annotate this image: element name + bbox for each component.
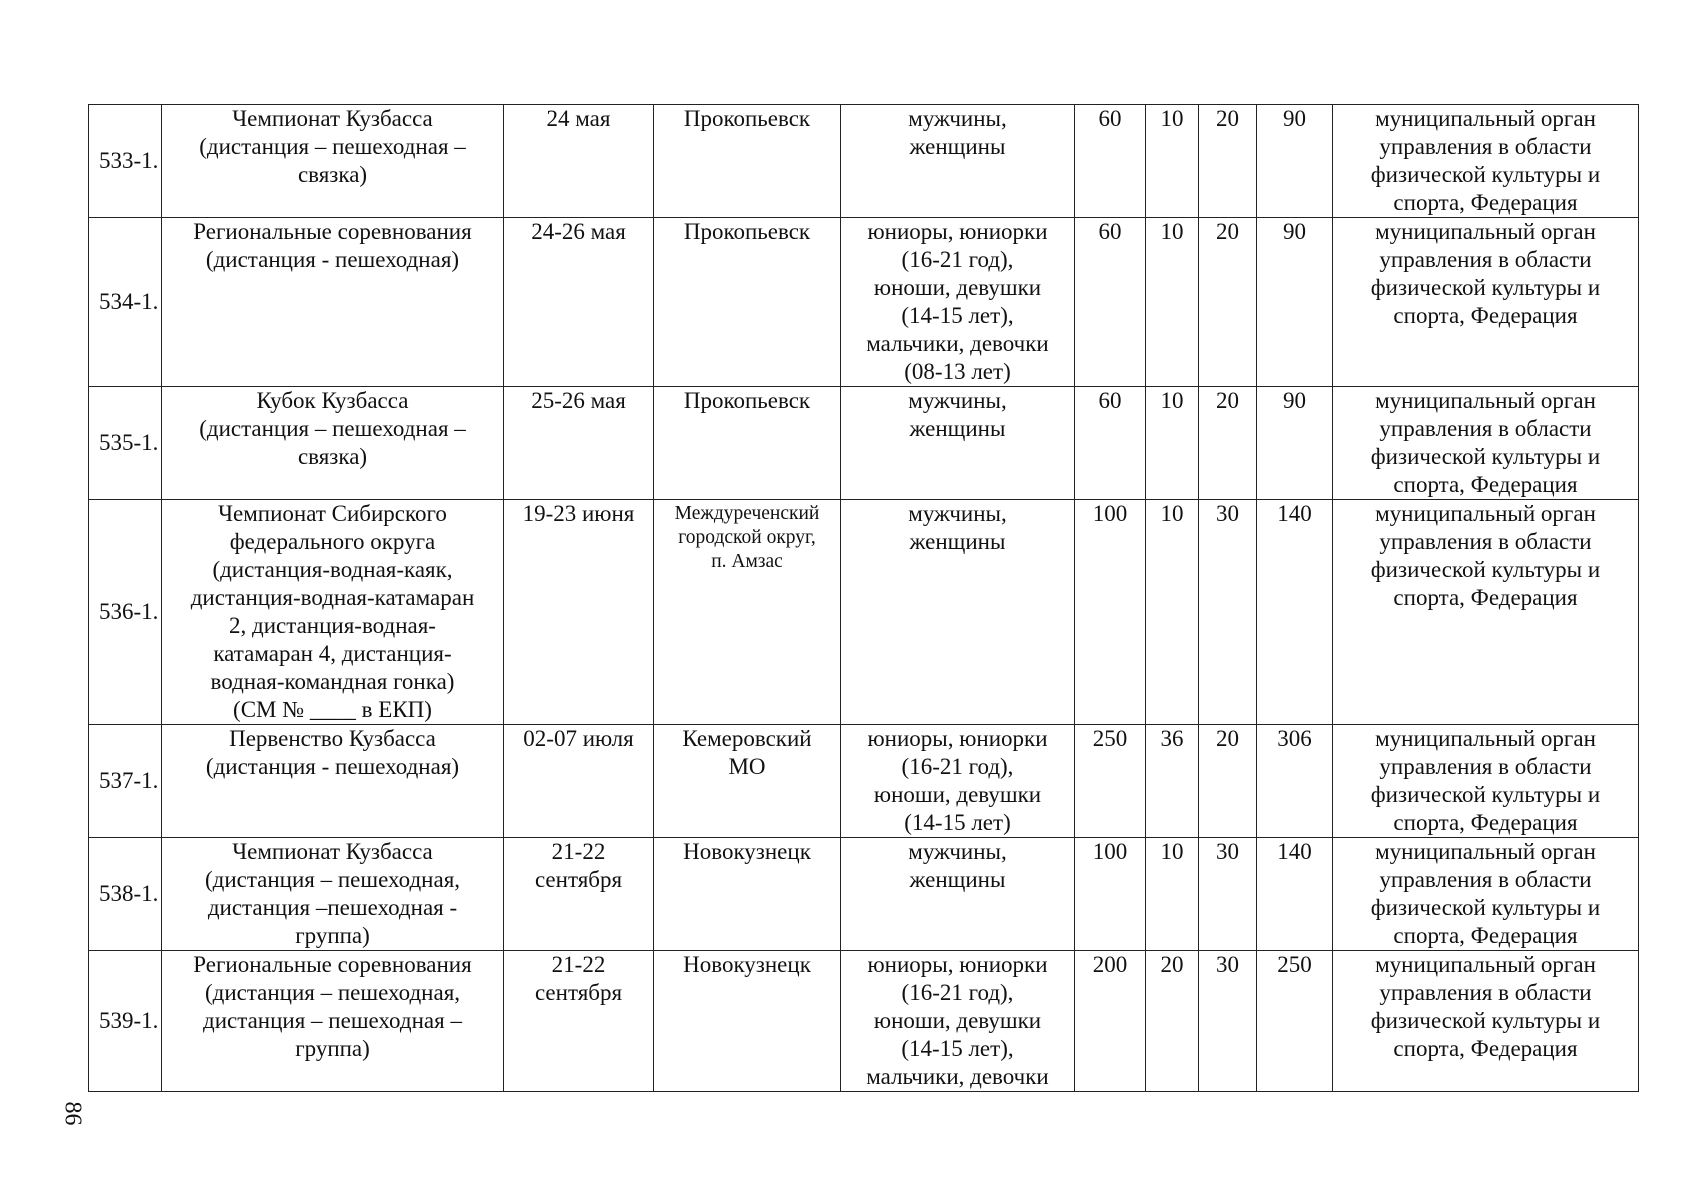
table-row	[89, 500, 1639, 725]
event-name: Кубок Кузбасса (дистанция – пешеходная – связка)	[162, 387, 504, 500]
table-row	[89, 725, 1639, 838]
event-name: Чемпионат Кузбасса (дистанция – пешеходная – связка)	[162, 105, 504, 218]
events-table	[88, 104, 1639, 1092]
row-number: 539-1.	[89, 951, 162, 1092]
count-cell: 20	[1199, 725, 1257, 838]
count-cell: 36	[1146, 725, 1199, 838]
total-cell: 140	[1257, 500, 1333, 725]
event-name: Региональные соревнования (дистанция - пешеходная)	[162, 218, 504, 387]
total-cell: 306	[1257, 725, 1333, 838]
count-cell: 250	[1075, 725, 1146, 838]
count-cell: 20	[1199, 218, 1257, 387]
count-cell: 100	[1075, 500, 1146, 725]
participant-groups: юниоры, юниорки (16-21 год), юноши, девушки (14-15 лет), мальчики, девочки	[841, 951, 1075, 1092]
count-cell: 10	[1146, 838, 1199, 951]
row-number: 535-1.	[89, 387, 162, 500]
participant-groups: мужчины, женщины	[841, 105, 1075, 218]
event-name: Региональные соревнования (дистанция – пешеходная, дистанция – пешеходная – группа)	[162, 951, 504, 1092]
participant-groups: мужчины, женщины	[841, 387, 1075, 500]
event-date: 24 мая	[504, 105, 654, 218]
row-number: 536-1.	[89, 500, 162, 725]
count-cell: 20	[1199, 387, 1257, 500]
total-cell: 90	[1257, 105, 1333, 218]
participant-groups: юниоры, юниорки (16-21 год), юноши, девушки (14-15 лет)	[841, 725, 1075, 838]
total-cell: 140	[1257, 838, 1333, 951]
event-place: Прокопьевск	[654, 218, 841, 387]
participant-groups: мужчины, женщины	[841, 500, 1075, 725]
count-cell: 10	[1146, 500, 1199, 725]
organizer: муниципальный орган управления в области физической культуры и спорта, Федерация	[1333, 951, 1639, 1092]
table-row	[89, 951, 1639, 1092]
event-date: 21-22 сентября	[504, 838, 654, 951]
event-name: Чемпионат Кузбасса (дистанция – пешеходная, дистанция –пешеходная - группа)	[162, 838, 504, 951]
row-number: 537-1.	[89, 725, 162, 838]
organizer: муниципальный орган управления в области физической культуры и спорта, Федерация	[1333, 500, 1639, 725]
count-cell: 100	[1075, 838, 1146, 951]
organizer: муниципальный орган управления в области физической культуры и спорта, Федерация	[1333, 725, 1639, 838]
row-number: 533-1.	[89, 105, 162, 218]
table-row	[89, 218, 1639, 387]
event-date: 25-26 мая	[504, 387, 654, 500]
count-cell: 30	[1199, 838, 1257, 951]
organizer: муниципальный орган управления в области физической культуры и спорта, Федерация	[1333, 218, 1639, 387]
total-cell: 90	[1257, 218, 1333, 387]
count-cell: 200	[1075, 951, 1146, 1092]
event-place: Междуреченский городской округ, п. Амзас	[654, 500, 841, 725]
table-row	[89, 105, 1639, 218]
event-place: Прокопьевск	[654, 105, 841, 218]
event-place: Новокузнецк	[654, 838, 841, 951]
total-cell: 250	[1257, 951, 1333, 1092]
count-cell: 20	[1146, 951, 1199, 1092]
table-row	[89, 838, 1639, 951]
event-date: 02-07 июля	[504, 725, 654, 838]
count-cell: 60	[1075, 105, 1146, 218]
event-place: Новокузнецк	[654, 951, 841, 1092]
count-cell: 10	[1146, 105, 1199, 218]
participant-groups: юниоры, юниорки (16-21 год), юноши, девушки (14-15 лет), мальчики, девочки (08-13 лет)	[841, 218, 1075, 387]
table-row	[89, 387, 1639, 500]
count-cell: 10	[1146, 218, 1199, 387]
total-cell: 90	[1257, 387, 1333, 500]
count-cell: 20	[1199, 105, 1257, 218]
event-date: 24-26 мая	[504, 218, 654, 387]
row-number: 534-1.	[89, 218, 162, 387]
event-place: Кемеровский МО	[654, 725, 841, 838]
count-cell: 30	[1199, 951, 1257, 1092]
count-cell: 10	[1146, 387, 1199, 500]
event-date: 19-23 июня	[504, 500, 654, 725]
row-number: 538-1.	[89, 838, 162, 951]
event-name: Первенство Кузбасса (дистанция - пешеходная)	[162, 725, 504, 838]
participant-groups: мужчины, женщины	[841, 838, 1075, 951]
event-name: Чемпионат Сибирского федерального округа (дистанция-водная-каяк, дистанция-водная-катамаран 2, дистанция-водная- катамаран 4, дистанция- водная-командная гонка) (СМ № ____ в ЕКП)	[162, 500, 504, 725]
count-cell: 30	[1199, 500, 1257, 725]
page-number: 86	[59, 1101, 86, 1126]
organizer: муниципальный орган управления в области физической культуры и спорта, Федерация	[1333, 838, 1639, 951]
event-place: Прокопьевск	[654, 387, 841, 500]
count-cell: 60	[1075, 218, 1146, 387]
count-cell: 60	[1075, 387, 1146, 500]
organizer: муниципальный орган управления в области физической культуры и спорта, Федерация	[1333, 387, 1639, 500]
event-date: 21-22 сентября	[504, 951, 654, 1092]
organizer: муниципальный орган управления в области физической культуры и спорта, Федерация	[1333, 105, 1639, 218]
